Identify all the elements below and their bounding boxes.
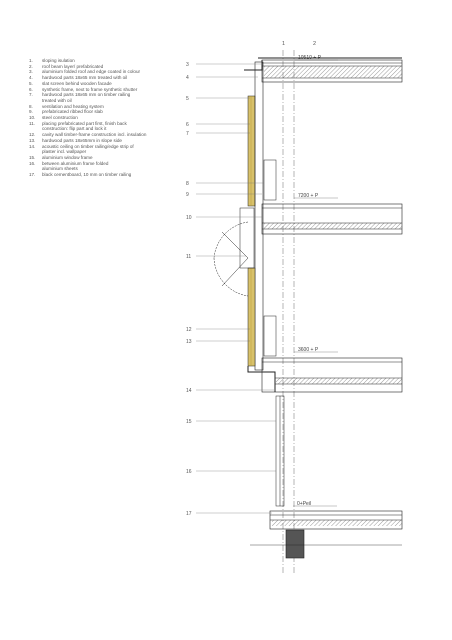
legend-number: 9. <box>29 109 33 115</box>
legend-text: treated with oil <box>42 97 72 103</box>
legend-text: hardwood parts 18x65 mm treated with oil <box>42 75 128 81</box>
legend-text: sloping isulation <box>42 58 75 63</box>
legend-number: 12. <box>29 132 36 138</box>
callout-leaders <box>196 64 276 513</box>
legend-number: 4. <box>29 75 33 81</box>
legend-text: hardwood parts 18x65mm in slope side <box>42 137 122 143</box>
callout-number: 12 <box>186 327 192 333</box>
legend-text: hardwood parts 18x65 mm on timber railing <box>42 92 131 98</box>
callout-number: 6 <box>186 122 189 128</box>
legend-text: steel construction <box>42 115 78 121</box>
legend-number: 10. <box>29 115 36 121</box>
legend-number: 2. <box>29 63 33 69</box>
legend-text: synthetic frame, next to frame synthetic shutter <box>42 86 138 92</box>
callout-number: 17 <box>186 511 192 517</box>
roof-slab <box>258 58 402 82</box>
window-frames <box>264 160 284 506</box>
legend-number: 3. <box>29 69 33 75</box>
legend-text: plaster incl. wallpaper <box>42 149 87 155</box>
legend-text: slat screen behind wooden facade <box>42 80 112 86</box>
legend-text: between aluminium frame folded <box>42 160 109 166</box>
legend-text: ventilation and heating system <box>42 103 104 109</box>
legend-text: roof beam layer/ prefabricated <box>42 63 104 69</box>
legend-number: 11. <box>29 120 36 126</box>
legend-number: 17. <box>29 172 36 178</box>
legend-number: 15. <box>29 154 36 160</box>
callout-number: 7 <box>186 131 189 137</box>
callout-number: 11 <box>186 254 192 260</box>
level-label: 7200 + P <box>298 193 319 199</box>
legend-number: 5. <box>29 80 33 86</box>
legend-text: construction: flip part and lock it <box>42 126 107 132</box>
legend-text: acoustic ceiling on timber railing/edge strip of <box>42 143 134 149</box>
legend-text: aluminium folded roof and edge coated in colour <box>42 69 141 75</box>
level-label: 0+Peil <box>297 501 312 507</box>
legend-number: 16. <box>29 160 36 166</box>
callout-number: 4 <box>186 75 189 81</box>
callout-number: 16 <box>186 469 192 475</box>
callout-number: 8 <box>186 181 189 187</box>
callout-number: 9 <box>186 192 189 198</box>
callout-number: 13 <box>186 339 192 345</box>
axis-label: 2 <box>313 41 317 47</box>
legend-number: 6. <box>29 86 33 92</box>
ground-slab <box>250 511 402 558</box>
legend-text: cavity wall timber-frame construction incl. insulation <box>42 132 147 138</box>
callout-number: 15 <box>186 419 192 425</box>
callout-number: 10 <box>186 215 192 221</box>
legend-number: 13. <box>29 137 36 143</box>
legend-text: aluminium window frame <box>42 154 93 160</box>
callout-number: 5 <box>186 96 189 102</box>
callout-labels <box>186 62 192 517</box>
legend-number: 14. <box>29 143 36 149</box>
legend-text: aluminium sheets <box>42 166 78 172</box>
legend-number: 8. <box>29 103 33 109</box>
legend-text: placing prefabricated part first, finish back <box>42 120 127 126</box>
axis-label: 1 <box>282 41 286 47</box>
legend-text: black cementboard, 10 mm on timber railing <box>42 172 132 178</box>
level-label: 3600 + P <box>298 347 319 353</box>
callout-number: 3 <box>186 62 189 68</box>
legend-number: 1. <box>29 58 33 63</box>
legend-text: prefabricated ribbed floor slab <box>42 109 103 115</box>
callout-number: 14 <box>186 388 192 394</box>
level-markers <box>293 55 338 507</box>
level-label: 10510 + P <box>298 55 321 61</box>
legend-number: 7. <box>29 92 33 98</box>
